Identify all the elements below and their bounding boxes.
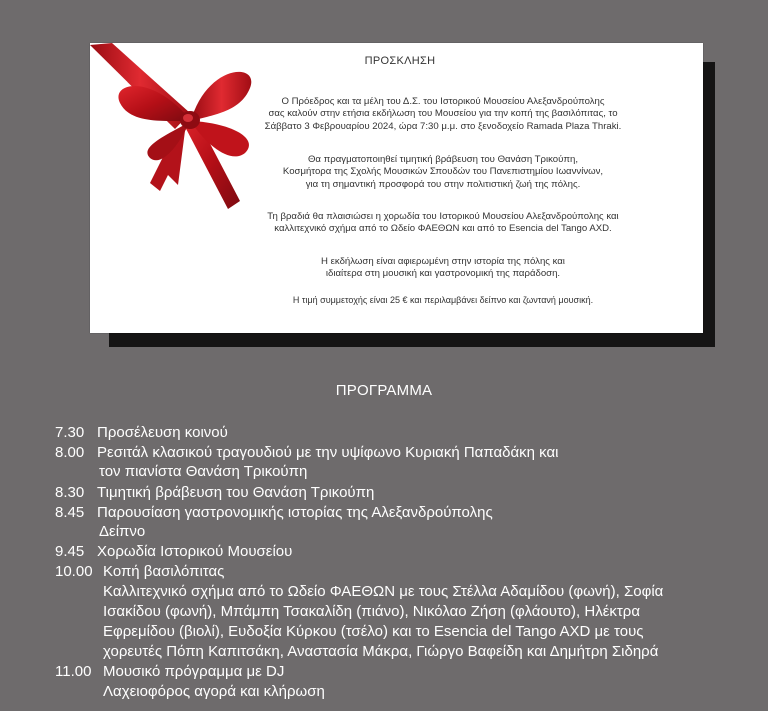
program-text: Ρεσιτάλ κλασικού τραγουδιού με την υψίφωνο Κυριακή Παπαδάκη και: [97, 444, 559, 461]
program-text: Λαχειοφόρος αγορά και κλήρωση: [103, 683, 325, 700]
program-text: Παρουσίαση γαστρονομικής ιστορίας της Αλεξανδρούπολης: [97, 504, 493, 521]
program-time: 8.30: [55, 484, 85, 501]
invitation-title: ΠΡΟΣΚΛΗΣΗ: [364, 55, 436, 67]
program-time: 10.00: [55, 563, 93, 580]
text-line: για τη σημαντική προσφορά του στην πολιτιστική ζωή της πόλης.: [305, 178, 581, 190]
program-time: 8.00: [55, 444, 85, 461]
text-line: Τη βραδιά θα πλαισιώσει η χορωδία του Ιστορικού Μουσείου Αλεξανδρούπολης και: [267, 211, 619, 222]
program-text: Χορωδία Ιστορικού Μουσείου: [97, 543, 293, 560]
program-text: Δείπνο: [99, 523, 146, 540]
program-text: τον πιανίστα Θανάση Τρικούπη: [99, 463, 308, 480]
text-line: καλλιτεχνικό σχήμα από το Ωδείο ΦΑΕΘΩΝ και από το Esencia del Tango AXD.: [274, 223, 612, 235]
text-line: Η τιμή συμμετοχής είναι 25 € και περιλαμβάνει δείπνο και ζωντανή μουσική.: [292, 295, 594, 305]
program-text: Τιμητική βράβευση του Θανάση Τρικούπη: [97, 484, 375, 501]
text-line: Σάββατο 3 Φεβρουαρίου 2024, ώρα 7:30 μ.μ. στο ξενοδοχείο Ramada Plaza Thraki.: [264, 120, 622, 132]
text-line: Η εκδήλωση είναι αφιερωμένη στην ιστορία της πόλης και: [321, 256, 565, 267]
program-text: Προσέλευση κοινού: [97, 424, 228, 441]
program-text: Μουσικό πρόγραμμα με DJ: [103, 663, 285, 680]
text-line: Θα πραγματοποιηθεί τιμητική βράβευση του Θανάση Τρικούπη,: [307, 154, 579, 165]
program-title: ΠΡΟΓΡΑΜΜΑ: [335, 382, 433, 399]
program-time: 11.00: [55, 663, 92, 680]
program-text: Καλλιτεχνικό σχήμα από το Ωδείο ΦΑΕΘΩΝ με τους Στέλλα Αδαμίδου (φωνή), Σοφία: [103, 583, 664, 600]
program-text: Εφρεμίδου (βιολί), Ευδοξία Κύρκου (τσέλο) και το Esencia del Tango AXD με τους: [103, 623, 644, 640]
text-line: σας καλούν στην ετήσια εκδήλωση του Μουσείου για την κοπή της βασιλόπιτας, το: [268, 108, 618, 120]
program-time: 8.45: [55, 504, 85, 521]
program-time: 9.45: [55, 543, 85, 560]
text-line: Κοσμήτορα της Σχολής Μουσικών Σπουδών του Πανεπιστημίου Ιωαννίνων,: [282, 166, 604, 178]
program-text: Κοπή βασιλόπιτας: [103, 563, 225, 580]
program-time: 7.30: [55, 424, 85, 441]
text-line: ιδιαίτερα στη μουσική και γαστρονομική της παράδοση.: [325, 268, 561, 280]
program-text: Ισακίδου (φωνή), Μπάμπη Τσακαλίδη (πιάνο), Νικόλαο Ζήση (φλάουτο), Ηλέκτρα: [103, 603, 641, 620]
program-text: χορευτές Πόπη Καπιτσάκη, Αναστασία Μάκρα, Γιώργο Βαφείδη και Δημήτρη Σιδηρά: [103, 643, 659, 660]
text-line: Ο Πρόεδρος και τα μέλη του Δ.Σ. του Ιστορικού Μουσείου Αλεξανδρούπολης: [281, 96, 605, 107]
